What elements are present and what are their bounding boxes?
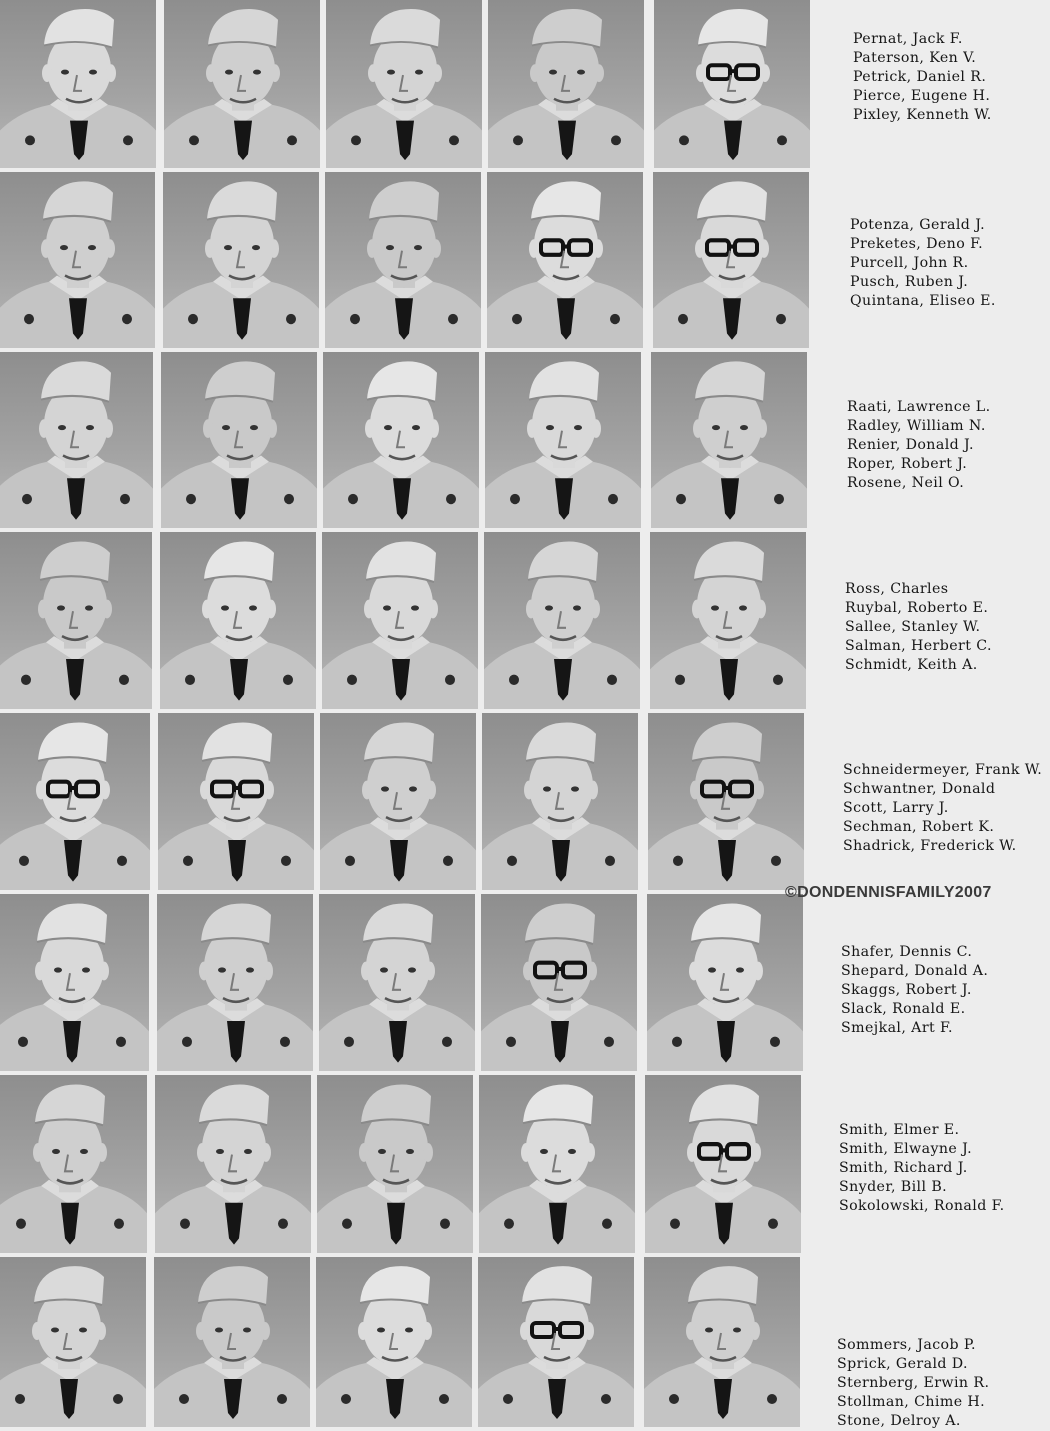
portrait-photo — [0, 532, 152, 709]
portrait-photo — [484, 532, 640, 709]
student-name: Quintana, Eliseo E. — [850, 293, 996, 309]
portrait-photo — [487, 172, 643, 348]
portrait-photo — [154, 1257, 310, 1427]
portrait-photo — [0, 1257, 146, 1427]
student-name: Paterson, Ken V. — [853, 50, 977, 66]
portrait-photo — [326, 0, 482, 168]
student-name: Scott, Larry J. — [843, 800, 949, 816]
portrait-photo — [161, 352, 317, 528]
portrait-photo — [325, 172, 481, 348]
roster-row-6 — [0, 894, 1050, 1071]
portrait-photo — [478, 1257, 634, 1427]
student-name: Snyder, Bill B. — [839, 1179, 948, 1195]
portrait-photo — [323, 352, 479, 528]
student-name: Smith, Elmer E. — [839, 1122, 960, 1138]
portrait-photo — [319, 894, 475, 1071]
portrait-photo — [651, 352, 807, 528]
portrait-photo — [157, 894, 313, 1071]
portrait-photo — [654, 0, 810, 168]
student-name: Purcell, John R. — [850, 255, 969, 271]
student-name: Pusch, Ruben J. — [850, 274, 969, 290]
portrait-photo — [317, 1075, 473, 1253]
student-name: Smith, Elwayne J. — [839, 1141, 973, 1157]
name-list — [837, 1336, 989, 1431]
student-name: Ruybal, Roberto E. — [845, 600, 989, 616]
roster-row-2 — [0, 172, 1050, 348]
student-name: Schneidermeyer, Frank W. — [843, 762, 1043, 778]
portrait-photo — [479, 1075, 635, 1253]
student-name: Ross, Charles — [845, 581, 949, 597]
name-list — [845, 580, 992, 675]
student-name: Potenza, Gerald J. — [850, 217, 986, 233]
student-name: Schwantner, Donald — [843, 781, 996, 797]
portrait-photo — [485, 352, 641, 528]
portrait-photo — [164, 0, 320, 168]
student-name: Renier, Donald J. — [847, 437, 974, 453]
portrait-photo — [650, 532, 806, 709]
portrait-photo — [0, 713, 150, 890]
roster-row-1 — [0, 0, 1050, 168]
student-name: Sokolowski, Ronald F. — [839, 1198, 1005, 1214]
portrait-photo — [488, 0, 644, 168]
roster-row-5 — [0, 713, 1050, 890]
portrait-photo — [648, 713, 804, 890]
portrait-photo — [322, 532, 478, 709]
student-name: Stollman, Chime H. — [837, 1394, 986, 1410]
portrait-photo — [0, 172, 155, 348]
portrait-photo — [316, 1257, 472, 1427]
student-name: Shepard, Donald A. — [841, 963, 989, 979]
portrait-photo — [158, 713, 314, 890]
student-name: Petrick, Daniel R. — [853, 69, 987, 85]
student-name: Shadrick, Frederick W. — [843, 838, 1017, 854]
student-name: Rosene, Neil O. — [847, 475, 965, 491]
name-list — [843, 761, 1042, 856]
name-list — [850, 216, 996, 311]
portrait-photo — [482, 713, 638, 890]
roster-row-8 — [0, 1257, 1050, 1427]
portrait-photo — [160, 532, 316, 709]
student-name: Raati, Lawrence L. — [847, 399, 991, 415]
student-name: Sternberg, Erwin R. — [837, 1375, 990, 1391]
portrait-photo — [163, 172, 319, 348]
portrait-photo — [645, 1075, 801, 1253]
student-name: Preketes, Deno F. — [850, 236, 984, 252]
student-name: Slack, Ronald E. — [841, 1001, 966, 1017]
name-list — [841, 943, 988, 1038]
student-name: Sommers, Jacob P. — [837, 1337, 976, 1353]
portrait-photo — [647, 894, 803, 1071]
copyright-watermark: ©DONDENNISFAMILY2007 — [785, 884, 992, 901]
student-name: Smith, Richard J. — [839, 1160, 968, 1176]
portrait-photo — [0, 894, 149, 1071]
roster-row-7 — [0, 1075, 1050, 1253]
roster-row-4 — [0, 532, 1050, 709]
portrait-photo — [653, 172, 809, 348]
portrait-photo — [0, 352, 153, 528]
name-list — [847, 398, 991, 493]
student-name: Smejkal, Art F. — [841, 1020, 953, 1036]
student-name: Pernat, Jack F. — [853, 31, 963, 47]
student-name: Pierce, Eugene H. — [853, 88, 991, 104]
name-list — [853, 30, 992, 125]
student-name: Pixley, Kenneth W. — [853, 107, 992, 123]
portrait-photo — [481, 894, 637, 1071]
student-name: Sallee, Stanley W. — [845, 619, 981, 635]
name-list — [839, 1121, 1005, 1216]
student-name: Sechman, Robert K. — [843, 819, 995, 835]
portrait-photo — [0, 0, 156, 168]
student-name: Roper, Robert J. — [847, 456, 968, 472]
portrait-photo — [320, 713, 476, 890]
student-name: Shafer, Dennis C. — [841, 944, 973, 960]
student-name: Schmidt, Keith A. — [845, 657, 978, 673]
student-name: Skaggs, Robert J. — [841, 982, 972, 998]
student-name: Sprick, Gerald D. — [837, 1356, 968, 1372]
student-name: Stone, Delroy A. — [837, 1413, 961, 1429]
roster-row-3 — [0, 352, 1050, 528]
portrait-photo — [155, 1075, 311, 1253]
portrait-photo — [0, 1075, 147, 1253]
portrait-photo — [644, 1257, 800, 1427]
student-name: Salman, Herbert C. — [845, 638, 992, 654]
student-name: Radley, William N. — [847, 418, 986, 434]
